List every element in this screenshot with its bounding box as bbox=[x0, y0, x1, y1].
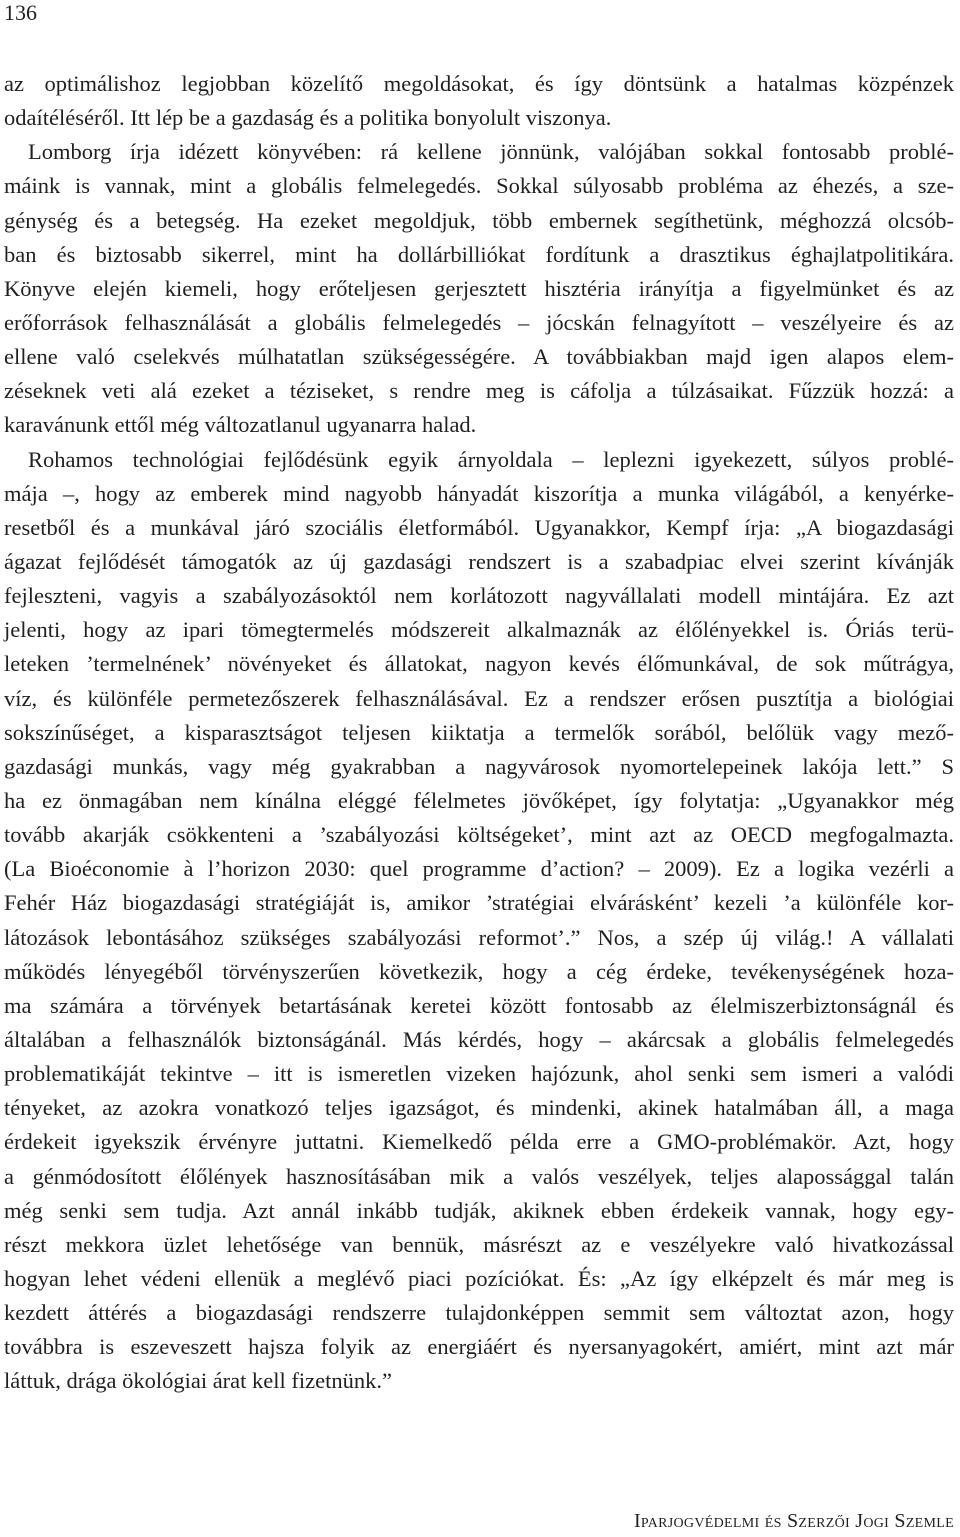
text-line: karavánunk ettől még változatlanul ugyanarra halad. bbox=[4, 412, 477, 438]
text-line: odaítéléséről. Itt lép be a gazdaság és a politika bonyolult viszonya. bbox=[4, 105, 612, 131]
body-text bbox=[4, 67, 954, 1398]
text-line: Fehér Ház biogazdasági stratégiáját is, amikor ’stratégiai elvárásként’ kezeli ’a különféle kor- bbox=[4, 890, 954, 916]
text-line: génység és a betegség. Ha ezeket megoldjuk, több embernek segíthetünk, méghozzá olcsób- bbox=[4, 207, 954, 233]
text-line: gazdasági munkás, vagy még gyakrabban a nagyvárosok nyomortelepeinek lakója lett.” S bbox=[4, 753, 954, 779]
text-line: ban és biztosabb sikerrel, mint ha dollárbilliókat fordítunk a drasztikus éghajlatpolitikára. bbox=[4, 241, 954, 267]
text-line: tényeket, az azokra vonatkozó teljes igazságot, és mindenki, akinek hatalmában áll, a maga bbox=[4, 1095, 954, 1121]
running-footer: Iparjogvédelmi és Szerzői Jogi Szemle bbox=[633, 1510, 954, 1532]
text-line: tovább akarják csökkenteni a ’szabályozási költségeket’, mint azt az OECD megfogalmazta. bbox=[4, 822, 954, 848]
text-line: resetből és a munkával járó szociális életformából. Ugyanakkor, Kempf írja: „A biogazdasági bbox=[4, 514, 954, 540]
text-line: látozások lebontásához szükséges szabályozási reformot’.” Nos, a szép új világ.! A vállalati bbox=[4, 924, 954, 950]
text-line: sokszínűséget, a kisparasztságot teljesen kiiktatja a termelők sorából, belőlük vagy mező- bbox=[4, 719, 954, 745]
text-line: még senki sem tudja. Azt annál inkább tudják, akiknek ebben érdekeik vannak, hogy egy- bbox=[4, 1197, 954, 1223]
text-line: víz, és különféle permetezőszerek felhasználásával. Ez a rendszer erősen pusztítja a biológiai bbox=[4, 685, 954, 711]
text-line: fejleszteni, vagyis a szabályozásoktól nem korlátozott nagyvállalati modell mintájára. Ez azt bbox=[4, 583, 954, 609]
text-line: kezdett áttérés a biogazdasági rendszerre tulajdonképpen semmit sem változtat azon, hogy bbox=[4, 1300, 954, 1326]
text-line: általában a felhasználók biztonságánál. Más kérdés, hogy – akárcsak a globális felmelegedés bbox=[4, 1026, 954, 1052]
text-line: zéseknek veti alá ezeket a téziseket, s rendre meg is cáfolja a túlzásaikat. Fűzzük hozzá: a bbox=[4, 378, 954, 404]
text-line: ha ez önmagában nem kínálna eléggé félelmetes jövőképet, így folytatja: „Ugyanakkor még bbox=[4, 787, 954, 813]
text-line: láttuk, drága ökológiai árat kell fizetnünk.” bbox=[4, 1368, 392, 1394]
text-line: érdekeit igyekszik érvényre juttatni. Kiemelkedő példa erre a GMO-problémakör. Azt, hogy bbox=[4, 1129, 954, 1155]
text-line: a génmódosított élőlények hasznosításában mik a valós veszélyek, teljes alapossággal talán bbox=[4, 1163, 954, 1189]
text-line: leteken ’termelnének’ növényeket és állatokat, nagyon kevés élőmunkával, de sok műtrágya, bbox=[4, 651, 954, 677]
page-number: 136 bbox=[4, 0, 37, 25]
text-line: ma számára a törvények betartásának keretei között fontosabb az élelmiszerbiztonságnál és bbox=[4, 992, 954, 1018]
text-line: továbbra is eszeveszett hajsza folyik az energiáért és nyersanyagokért, amiért, mint azt már bbox=[4, 1334, 954, 1360]
text-line: részt mekkora üzlet lehetősége van bennük, másrészt az e veszélyekre való hivatkozással bbox=[4, 1231, 954, 1257]
text-line: Lomborg írja idézett könyvében: rá kellene jönnünk, valójában sokkal fontosabb problé- bbox=[28, 139, 954, 165]
text-line: ágazat fejlődését támogatók az új gazdasági rendszert is a szabadpiac elvei szerint kívánják bbox=[4, 548, 954, 574]
text-line: jelenti, hogy az ipari tömegtermelés módszereit alkalmaznák az élőlényekkel is. Óriás terü- bbox=[4, 617, 954, 643]
text-line: az optimálishoz legjobban közelítő megoldásokat, és így döntsünk a hatalmas közpénzek bbox=[4, 71, 954, 96]
text-line: máink is vannak, mint a globális felmelegedés. Sokkal súlyosabb probléma az éhezés, a sze- bbox=[4, 173, 954, 199]
text-line: működés lényegéből törvényszerűen következik, hogy a cég érdeke, tevékenységének hoza- bbox=[4, 958, 954, 984]
text-line: erőforrások felhasználását a globális felmelegedés – jócskán felnagyított – veszélyeire és az bbox=[4, 309, 954, 335]
text-line: problematikáját tekintve – itt is ismeretlen vizeken hajózunk, ahol senki sem ismeri a valódi bbox=[4, 1061, 954, 1087]
text-line: hogyan lehet védeni ellenük a meglévő piaci pozíciókat. És: „Az így elképzelt és már meg is bbox=[4, 1265, 954, 1291]
text-line: Rohamos technológiai fejlődésünk egyik árnyoldala – leplezni igyekezett, súlyos problé- bbox=[28, 446, 954, 472]
text-line: ellene való cselekvés múlhatatlan szükségességére. A továbbiakban majd igen alapos elem- bbox=[4, 344, 954, 370]
text-line: (La Bioéconomie à l’horizon 2030: quel programme d’action? – 2009). Ez a logika vezérli a bbox=[4, 856, 954, 882]
text-line: mája –, hogy az emberek mind nagyobb hányadát kiszorítja a munka világából, a kenyérke- bbox=[4, 480, 954, 506]
text-line: Könyve elején kiemeli, hogy erőteljesen gerjesztett hisztéria irányítja a figyelmünket és az bbox=[4, 275, 954, 301]
